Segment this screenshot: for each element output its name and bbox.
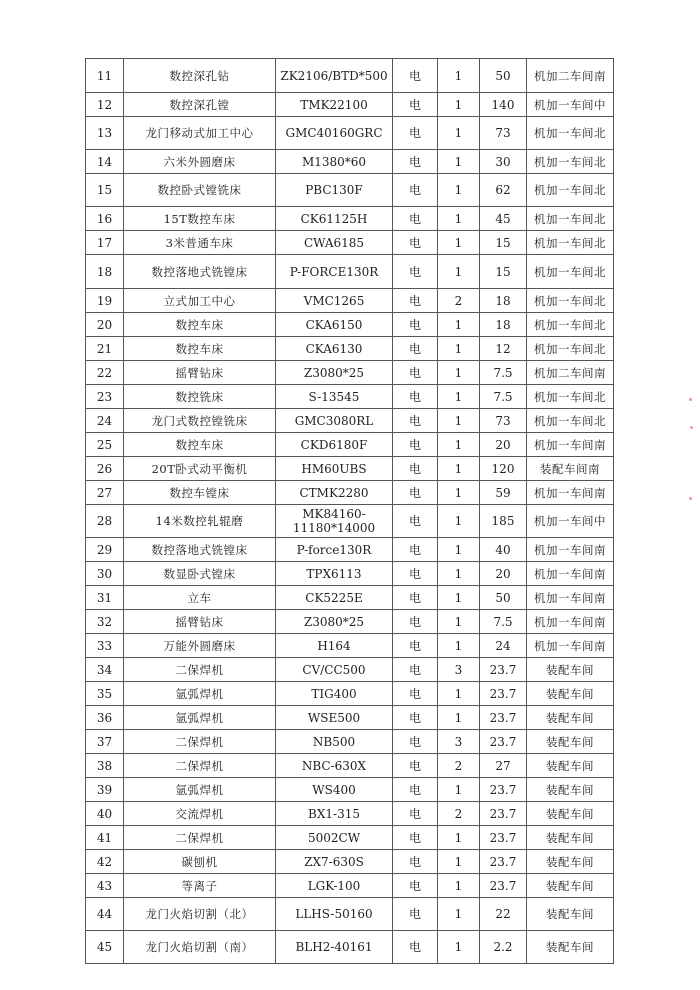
equipment-model-cell: ZX7-630S [276,850,393,874]
equipment-model-cell: WSE500 [276,706,393,730]
row-number-cell: 34 [86,658,124,682]
quantity-cell: 1 [438,874,480,898]
power-type-cell: 电 [393,634,438,658]
equipment-name-cell: 数控深孔镗 [124,93,276,117]
equipment-name-cell: 万能外圆磨床 [124,634,276,658]
equipment-name-cell: 数控落地式铣镗床 [124,255,276,289]
row-number-cell: 37 [86,730,124,754]
table-row [86,658,614,682]
location-cell: 装配车间 [527,706,614,730]
equipment-name-cell: 六米外圆磨床 [124,150,276,174]
row-number-cell: 16 [86,207,124,231]
equipment-model-cell: NB500 [276,730,393,754]
power-type-cell: 电 [393,586,438,610]
location-cell: 装配车间 [527,826,614,850]
equipment-name-cell: 龙门移动式加工中心 [124,117,276,150]
stray-mark [689,398,692,401]
quantity-cell: 1 [438,150,480,174]
power-type-cell: 电 [393,730,438,754]
location-cell: 装配车间 [527,874,614,898]
equipment-name-cell: 交流焊机 [124,802,276,826]
table-row [86,874,614,898]
power-rating-cell: 23.7 [480,706,527,730]
equipment-model-cell: HM60UBS [276,457,393,481]
equipment-model-cell: MK84160-11180*14000 [276,505,393,538]
location-cell: 装配车间 [527,931,614,964]
quantity-cell: 1 [438,337,480,361]
equipment-name-cell: 碳刨机 [124,850,276,874]
equipment-name-cell: 立式加工中心 [124,289,276,313]
power-type-cell: 电 [393,682,438,706]
location-cell: 装配车间南 [527,457,614,481]
equipment-model-cell: ZK2106/BTD*500 [276,59,393,93]
power-type-cell: 电 [393,505,438,538]
quantity-cell: 3 [438,730,480,754]
row-number-cell: 41 [86,826,124,850]
row-number-cell: 21 [86,337,124,361]
equipment-model-cell: CV/CC500 [276,658,393,682]
equipment-model-cell: P-force130R [276,538,393,562]
equipment-model-cell: CTMK2280 [276,481,393,505]
quantity-cell: 1 [438,313,480,337]
equipment-model-cell: LLHS-50160 [276,898,393,931]
power-type-cell: 电 [393,117,438,150]
location-cell: 机加一车间南 [527,481,614,505]
row-number-cell: 15 [86,174,124,207]
power-rating-cell: 15 [480,255,527,289]
row-number-cell: 35 [86,682,124,706]
power-rating-cell: 50 [480,586,527,610]
equipment-model-cell: GMC3080RL [276,409,393,433]
equipment-model-cell: BLH2-40161 [276,931,393,964]
location-cell: 机加一车间北 [527,207,614,231]
power-rating-cell: 22 [480,898,527,931]
row-number-cell: 40 [86,802,124,826]
quantity-cell: 1 [438,562,480,586]
power-rating-cell: 2.2 [480,931,527,964]
stray-mark [690,426,693,429]
power-rating-cell: 40 [480,538,527,562]
quantity-cell: 3 [438,658,480,682]
power-type-cell: 电 [393,481,438,505]
power-rating-cell: 73 [480,117,527,150]
equipment-name-cell: 数控卧式镗铣床 [124,174,276,207]
row-number-cell: 44 [86,898,124,931]
power-rating-cell: 73 [480,409,527,433]
location-cell: 装配车间 [527,658,614,682]
table-row [86,409,614,433]
equipment-name-cell: 二保焊机 [124,754,276,778]
quantity-cell: 1 [438,898,480,931]
location-cell: 装配车间 [527,802,614,826]
power-type-cell: 电 [393,706,438,730]
location-cell: 机加一车间北 [527,409,614,433]
equipment-name-cell: 数控铣床 [124,385,276,409]
power-rating-cell: 7.5 [480,610,527,634]
row-number-cell: 32 [86,610,124,634]
equipment-name-cell: 3米普通车床 [124,231,276,255]
table-row [86,255,614,289]
row-number-cell: 25 [86,433,124,457]
power-type-cell: 电 [393,207,438,231]
equipment-name-cell: 数控车镗床 [124,481,276,505]
power-rating-cell: 62 [480,174,527,207]
location-cell: 机加一车间南 [527,586,614,610]
power-rating-cell: 18 [480,289,527,313]
equipment-model-cell: CKA6150 [276,313,393,337]
power-type-cell: 电 [393,898,438,931]
power-rating-cell: 23.7 [480,874,527,898]
power-rating-cell: 23.7 [480,850,527,874]
table-row [86,850,614,874]
equipment-model-cell: H164 [276,634,393,658]
power-type-cell: 电 [393,231,438,255]
quantity-cell: 1 [438,409,480,433]
location-cell: 机加一车间北 [527,255,614,289]
power-type-cell: 电 [393,433,438,457]
equipment-model-cell: CKA6130 [276,337,393,361]
equipment-model-cell: WS400 [276,778,393,802]
quantity-cell: 1 [438,59,480,93]
power-rating-cell: 23.7 [480,658,527,682]
equipment-name-cell: 氩弧焊机 [124,778,276,802]
power-type-cell: 电 [393,289,438,313]
row-number-cell: 43 [86,874,124,898]
equipment-name-cell: 数显卧式镗床 [124,562,276,586]
quantity-cell: 1 [438,255,480,289]
power-rating-cell: 30 [480,150,527,174]
power-rating-cell: 23.7 [480,802,527,826]
quantity-cell: 1 [438,433,480,457]
equipment-model-cell: CK5225E [276,586,393,610]
power-rating-cell: 7.5 [480,361,527,385]
location-cell: 装配车间 [527,850,614,874]
quantity-cell: 1 [438,826,480,850]
equipment-name-cell: 15T数控车床 [124,207,276,231]
quantity-cell: 1 [438,682,480,706]
table-row [86,385,614,409]
quantity-cell: 2 [438,802,480,826]
quantity-cell: 1 [438,538,480,562]
location-cell: 机加一车间北 [527,174,614,207]
power-rating-cell: 23.7 [480,682,527,706]
equipment-model-cell: VMC1265 [276,289,393,313]
equipment-name-cell: 龙门火焰切割（北） [124,898,276,931]
equipment-table-body [86,59,614,964]
equipment-name-cell: 二保焊机 [124,826,276,850]
equipment-model-cell: NBC-630X [276,754,393,778]
stray-mark [689,497,692,500]
row-number-cell: 22 [86,361,124,385]
table-row [86,93,614,117]
row-number-cell: 23 [86,385,124,409]
quantity-cell: 1 [438,634,480,658]
quantity-cell: 1 [438,207,480,231]
equipment-model-cell: CWA6185 [276,231,393,255]
table-row [86,207,614,231]
power-rating-cell: 20 [480,433,527,457]
row-number-cell: 26 [86,457,124,481]
row-number-cell: 28 [86,505,124,538]
power-type-cell: 电 [393,385,438,409]
equipment-name-cell: 龙门火焰切割（南） [124,931,276,964]
equipment-name-cell: 氩弧焊机 [124,706,276,730]
power-rating-cell: 18 [480,313,527,337]
power-rating-cell: 24 [480,634,527,658]
quantity-cell: 1 [438,385,480,409]
quantity-cell: 1 [438,231,480,255]
power-type-cell: 电 [393,931,438,964]
location-cell: 机加二车间南 [527,59,614,93]
table-row [86,174,614,207]
row-number-cell: 33 [86,634,124,658]
equipment-name-cell: 氩弧焊机 [124,682,276,706]
table-row [86,682,614,706]
power-rating-cell: 12 [480,337,527,361]
power-rating-cell: 27 [480,754,527,778]
table-row [86,610,614,634]
row-number-cell: 11 [86,59,124,93]
row-number-cell: 36 [86,706,124,730]
table-row [86,457,614,481]
table-row [86,706,614,730]
table-row [86,231,614,255]
power-type-cell: 电 [393,59,438,93]
row-number-cell: 18 [86,255,124,289]
table-row [86,337,614,361]
equipment-model-cell: TPX6113 [276,562,393,586]
table-row [86,562,614,586]
table-row [86,313,614,337]
location-cell: 装配车间 [527,730,614,754]
table-row [86,433,614,457]
quantity-cell: 1 [438,481,480,505]
row-number-cell: 45 [86,931,124,964]
table-row [86,730,614,754]
location-cell: 机加二车间南 [527,361,614,385]
power-type-cell: 电 [393,174,438,207]
row-number-cell: 17 [86,231,124,255]
table-row [86,898,614,931]
location-cell: 机加一车间南 [527,610,614,634]
table-row [86,505,614,538]
location-cell: 机加一车间南 [527,634,614,658]
equipment-model-cell: BX1-315 [276,802,393,826]
quantity-cell: 1 [438,505,480,538]
table-row [86,931,614,964]
location-cell: 装配车间 [527,754,614,778]
quantity-cell: 1 [438,586,480,610]
equipment-model-cell: CK61125H [276,207,393,231]
row-number-cell: 30 [86,562,124,586]
location-cell: 机加一车间南 [527,538,614,562]
equipment-name-cell: 摇臂钻床 [124,361,276,385]
table-row [86,634,614,658]
power-rating-cell: 50 [480,59,527,93]
power-type-cell: 电 [393,255,438,289]
power-rating-cell: 23.7 [480,826,527,850]
power-rating-cell: 23.7 [480,778,527,802]
power-rating-cell: 45 [480,207,527,231]
power-type-cell: 电 [393,850,438,874]
row-number-cell: 24 [86,409,124,433]
table-row [86,802,614,826]
quantity-cell: 2 [438,289,480,313]
row-number-cell: 20 [86,313,124,337]
power-type-cell: 电 [393,658,438,682]
equipment-model-cell: 5002CW [276,826,393,850]
power-type-cell: 电 [393,754,438,778]
equipment-name-cell: 等离子 [124,874,276,898]
table-row [86,538,614,562]
quantity-cell: 1 [438,610,480,634]
row-number-cell: 12 [86,93,124,117]
row-number-cell: 29 [86,538,124,562]
quantity-cell: 1 [438,457,480,481]
quantity-cell: 1 [438,174,480,207]
table-row [86,481,614,505]
table-row [86,361,614,385]
power-rating-cell: 120 [480,457,527,481]
equipment-name-cell: 二保焊机 [124,730,276,754]
power-rating-cell: 15 [480,231,527,255]
equipment-model-cell: TMK22100 [276,93,393,117]
quantity-cell: 1 [438,93,480,117]
equipment-name-cell: 数控车床 [124,313,276,337]
row-number-cell: 31 [86,586,124,610]
row-number-cell: 13 [86,117,124,150]
power-rating-cell: 59 [480,481,527,505]
equipment-model-cell: GMC40160GRC [276,117,393,150]
equipment-name-cell: 立车 [124,586,276,610]
location-cell: 装配车间 [527,778,614,802]
equipment-model-cell: PBC130F [276,174,393,207]
equipment-model-cell: S-13545 [276,385,393,409]
power-rating-cell: 185 [480,505,527,538]
location-cell: 装配车间 [527,682,614,706]
equipment-name-cell: 摇臂钻床 [124,610,276,634]
power-rating-cell: 20 [480,562,527,586]
power-type-cell: 电 [393,409,438,433]
power-type-cell: 电 [393,337,438,361]
equipment-model-cell: LGK-100 [276,874,393,898]
equipment-model-cell: Z3080*25 [276,610,393,634]
power-type-cell: 电 [393,778,438,802]
quantity-cell: 1 [438,706,480,730]
location-cell: 机加一车间北 [527,385,614,409]
quantity-cell: 1 [438,778,480,802]
row-number-cell: 19 [86,289,124,313]
location-cell: 机加一车间北 [527,289,614,313]
power-type-cell: 电 [393,874,438,898]
row-number-cell: 42 [86,850,124,874]
location-cell: 机加一车间北 [527,150,614,174]
row-number-cell: 38 [86,754,124,778]
equipment-name-cell: 数控车床 [124,433,276,457]
equipment-name-cell: 数控落地式铣镗床 [124,538,276,562]
location-cell: 机加一车间北 [527,231,614,255]
equipment-name-cell: 龙门式数控镗铣床 [124,409,276,433]
table-row [86,117,614,150]
quantity-cell: 2 [438,754,480,778]
row-number-cell: 39 [86,778,124,802]
location-cell: 装配车间 [527,898,614,931]
location-cell: 机加一车间北 [527,117,614,150]
equipment-table [85,58,614,964]
table-row [86,778,614,802]
power-type-cell: 电 [393,538,438,562]
location-cell: 机加一车间北 [527,337,614,361]
power-type-cell: 电 [393,93,438,117]
quantity-cell: 1 [438,931,480,964]
quantity-cell: 1 [438,850,480,874]
location-cell: 机加一车间南 [527,433,614,457]
row-number-cell: 14 [86,150,124,174]
location-cell: 机加一车间中 [527,505,614,538]
power-type-cell: 电 [393,313,438,337]
equipment-model-cell: P-FORCE130R [276,255,393,289]
equipment-name-cell: 14米数控轧辊磨 [124,505,276,538]
table-row [86,289,614,313]
power-rating-cell: 23.7 [480,730,527,754]
power-type-cell: 电 [393,457,438,481]
location-cell: 机加一车间北 [527,313,614,337]
power-type-cell: 电 [393,361,438,385]
power-type-cell: 电 [393,826,438,850]
power-rating-cell: 140 [480,93,527,117]
row-number-cell: 27 [86,481,124,505]
quantity-cell: 1 [438,361,480,385]
equipment-model-cell: M1380*60 [276,150,393,174]
power-rating-cell: 7.5 [480,385,527,409]
power-type-cell: 电 [393,150,438,174]
equipment-model-cell: Z3080*25 [276,361,393,385]
equipment-name-cell: 数控深孔钻 [124,59,276,93]
equipment-name-cell: 二保焊机 [124,658,276,682]
table-row [86,826,614,850]
equipment-model-cell: TIG400 [276,682,393,706]
equipment-name-cell: 数控车床 [124,337,276,361]
table-row [86,59,614,93]
location-cell: 机加一车间中 [527,93,614,117]
table-row [86,754,614,778]
power-type-cell: 电 [393,562,438,586]
quantity-cell: 1 [438,117,480,150]
power-type-cell: 电 [393,802,438,826]
table-row [86,586,614,610]
equipment-name-cell: 20T卧式动平衡机 [124,457,276,481]
table-row [86,150,614,174]
power-type-cell: 电 [393,610,438,634]
equipment-model-cell: CKD6180F [276,433,393,457]
location-cell: 机加一车间南 [527,562,614,586]
